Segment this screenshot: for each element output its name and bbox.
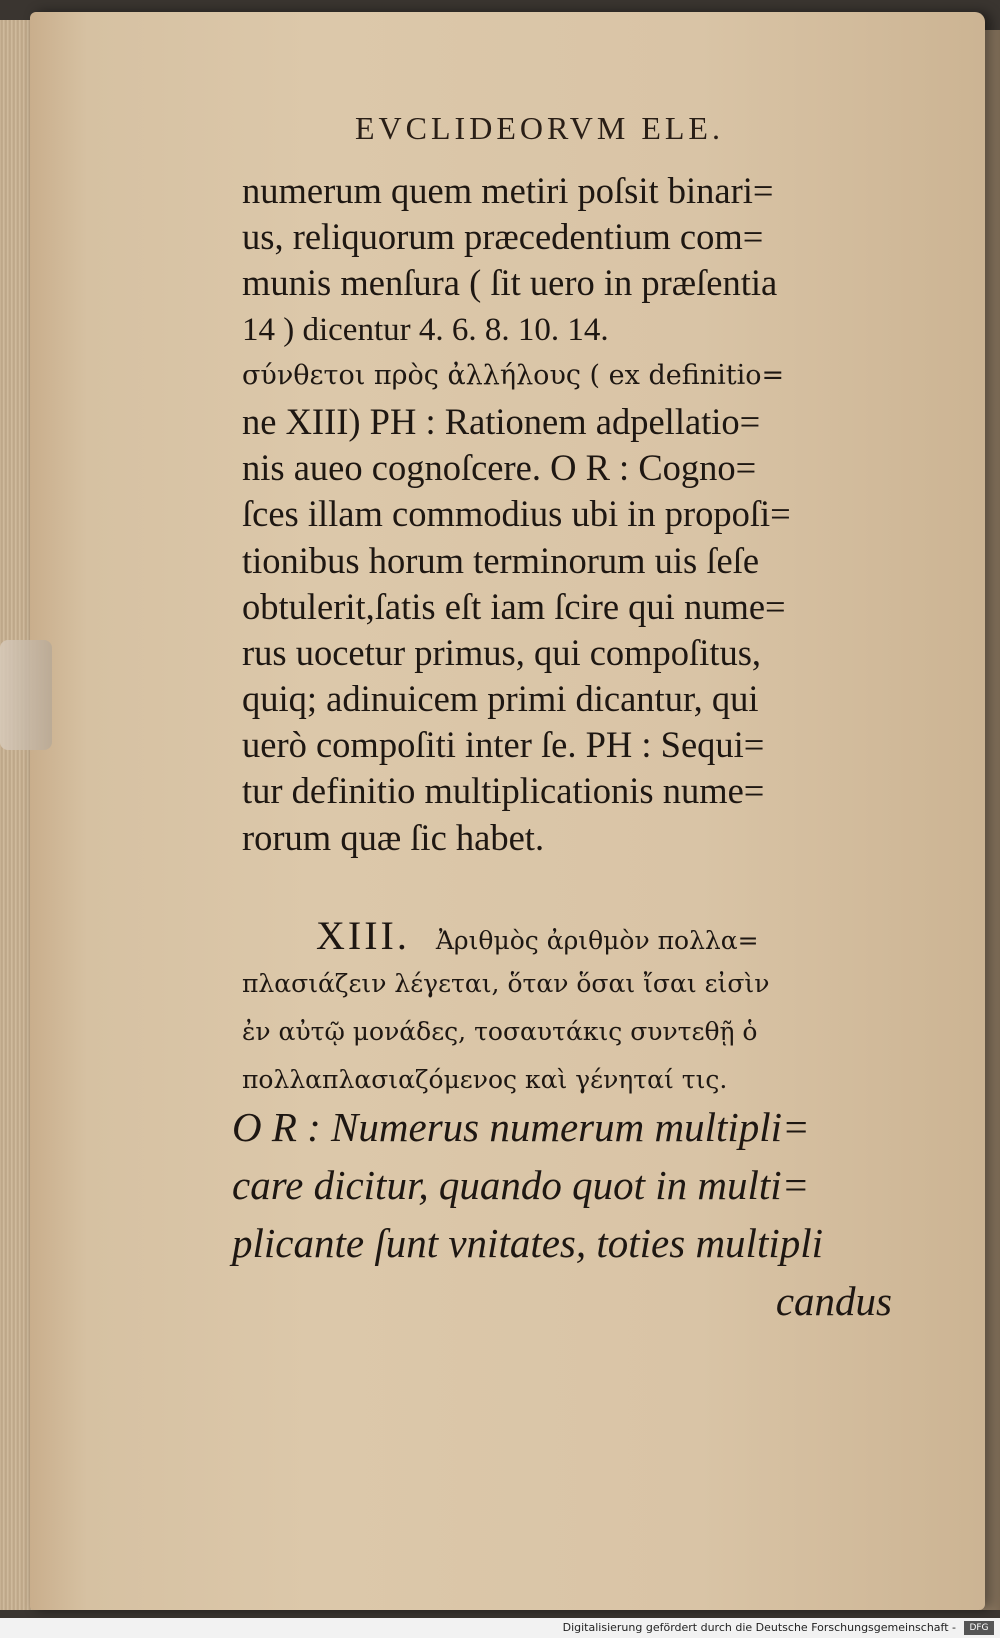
text-line: uerò compoſiti inter ſe. PH : Sequi= bbox=[242, 724, 765, 766]
dfg-logo: DFG bbox=[964, 1621, 994, 1635]
latin-line: O R : Numerus numerum multipli= bbox=[232, 1104, 810, 1150]
text-line: 14 ) dicentur 4. 6. 8. 10. 14. bbox=[242, 311, 609, 348]
text-line: σύνθετοι πρὸς ἀλλήλους ( ex definitio= bbox=[242, 359, 785, 391]
footer-text: Digitalisierung gefördert durch die Deutsche Forschungsgemeinschaft - bbox=[562, 1621, 956, 1634]
text-line: ne XIII) PH : Rationem adpellatio= bbox=[242, 400, 761, 442]
latin-line: plicante ſunt vnitates, toties multipli bbox=[232, 1220, 824, 1266]
definition-numeral: XIII. bbox=[316, 913, 410, 958]
text-line: nis aueo cognoſcere. O R : Cogno= bbox=[242, 447, 757, 489]
greek-line: πλασιάζειν λέγεται, ὅταν ὅσαι ἴσαι εἰσὶν bbox=[242, 969, 770, 998]
greek-line: ἐν αὐτῷ μονάδες, τοσαυτάκις συντεθῇ ὁ bbox=[242, 1017, 758, 1046]
latin-translation bbox=[232, 1098, 912, 1330]
text-line: us, reliquorum præcedentium com= bbox=[242, 216, 764, 258]
text-line: rorum quæ ſic habet. bbox=[242, 816, 545, 858]
text-line: ſces illam commodius ubi in propoſi= bbox=[242, 493, 791, 535]
text-line: rus uocetur primus, qui compoſitus, bbox=[242, 631, 762, 673]
digitization-footer bbox=[0, 1618, 1000, 1638]
catchword: candus bbox=[775, 1278, 892, 1324]
running-head: EVCLIDEORVM ELE. bbox=[355, 110, 724, 146]
greek-line: Ἀριθμὸς ἀριθμὸν πολλα= bbox=[435, 926, 759, 955]
greek-line: πολλαπλασιαζόμενος καὶ γένηταί τις. bbox=[242, 1065, 728, 1094]
text-line: munis menſura ( ſit uero in præſentia bbox=[242, 262, 778, 304]
text-line: obtulerit,ſatis eſt iam ſcire qui nume= bbox=[242, 585, 786, 627]
definition-block bbox=[242, 912, 902, 1104]
text-line: quiq; adinuicem primi dicantur, qui bbox=[242, 678, 759, 720]
text-line: tionibus horum terminorum uis ſeſe bbox=[242, 539, 760, 581]
body-text bbox=[242, 168, 902, 861]
definition-first-line bbox=[242, 912, 902, 960]
page-clip bbox=[0, 640, 52, 750]
latin-line: care dicitur, quando quot in multi= bbox=[232, 1162, 810, 1208]
text-line: numerum quem metiri poſsit binari= bbox=[242, 170, 774, 211]
text-line: tur definitio multiplicationis nume= bbox=[242, 770, 765, 812]
